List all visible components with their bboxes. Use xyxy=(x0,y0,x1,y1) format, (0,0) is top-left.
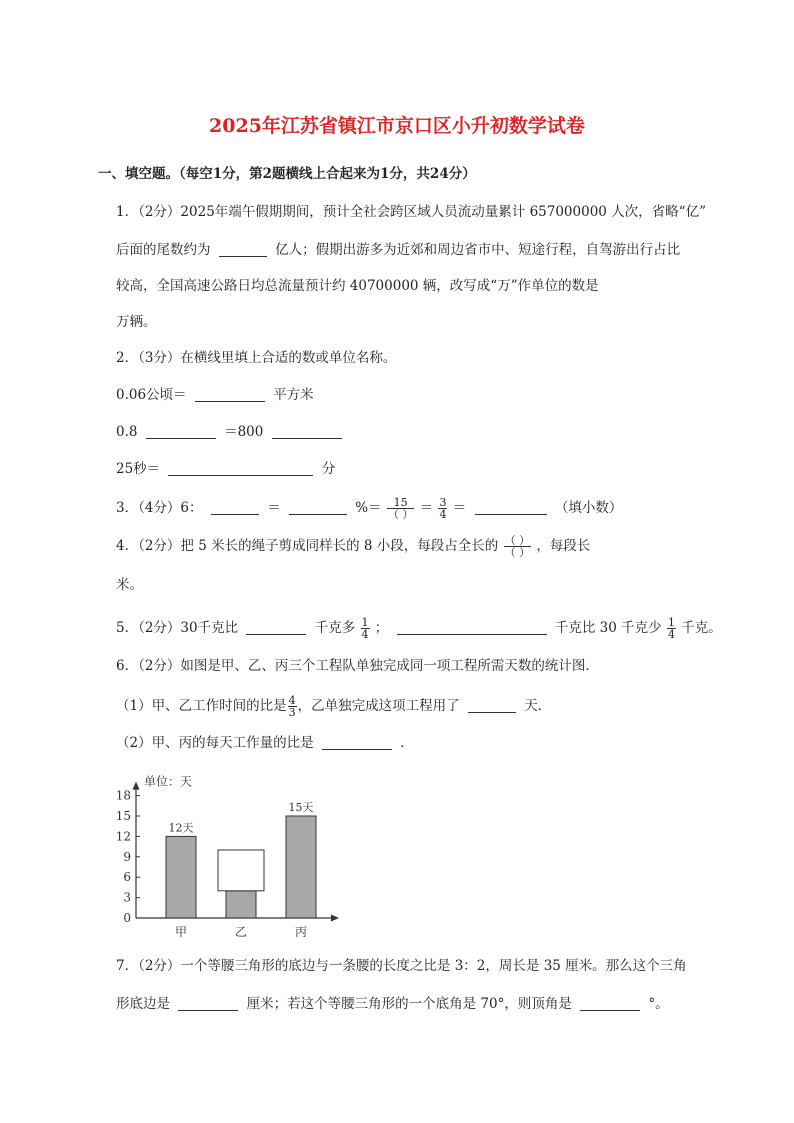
q5-answer-blank-1[interactable] xyxy=(246,620,306,635)
q1-line-4: 万辆。 xyxy=(116,314,157,330)
q5-fraction: $\frac{1}{4}$ xyxy=(361,616,369,641)
q2-unit: 分 xyxy=(321,461,336,477)
q6-fraction: $\frac{4}{3}$ xyxy=(288,694,296,719)
q7-text: °。 xyxy=(648,996,669,1012)
q4-line-1 xyxy=(116,533,590,559)
q7-line-2 xyxy=(116,994,669,1014)
y-tick-label: 0 xyxy=(123,911,131,925)
q5-answer-blank-2[interactable] xyxy=(397,620,547,635)
q2-row-2 xyxy=(116,422,346,442)
q2-answer-blank-2[interactable] xyxy=(146,424,216,439)
q5-text: ； xyxy=(374,620,389,636)
q3-line xyxy=(116,495,622,521)
q6-sub-2 xyxy=(116,733,414,753)
q6-answer-blank-2[interactable] xyxy=(322,735,392,750)
y-tick-label: 15 xyxy=(115,809,131,823)
q5-text: 千克多 xyxy=(314,620,356,636)
q1-line-2 xyxy=(116,240,680,260)
q6-text: （2）甲、丙的每天工作量的比是 xyxy=(116,735,314,751)
chart-title: 单位：天 xyxy=(144,774,193,789)
q1-text: 后面的尾数约为 xyxy=(116,242,211,258)
q2-row-1 xyxy=(116,385,314,405)
q1-text: 亿人；假期出游多为近郊和周边省市中、短途行程，自驾游出行占比 xyxy=(275,242,681,258)
q2-answer-blank-3[interactable] xyxy=(272,424,342,439)
q6-text: ，乙单独完成这项工程用了 xyxy=(297,698,460,714)
q2-stem: 2．（3分）在横线里填上合适的数或单位名称。 xyxy=(116,350,397,366)
q5-text: 千克。 xyxy=(681,620,722,636)
q4-line-2: 米。 xyxy=(116,577,143,593)
q2-text: ＝800 xyxy=(224,424,264,440)
y-tick-label: 9 xyxy=(123,849,131,864)
q2-text: 0.8 xyxy=(116,424,138,440)
bar-甲 xyxy=(166,836,196,918)
q3-note: （填小数） xyxy=(554,500,623,516)
x-axis-arrow xyxy=(331,915,339,922)
q3-text: 3．（4分）6： xyxy=(116,500,203,516)
q6-answer-blank-1[interactable] xyxy=(468,698,516,713)
x-tick-label: 乙 xyxy=(234,925,248,939)
q2-answer-blank-4[interactable] xyxy=(168,461,313,476)
bar-chart xyxy=(108,763,348,948)
q3-fraction-1: $\frac{15}{( )}$ xyxy=(387,496,414,521)
q3-answer-blank-1[interactable] xyxy=(211,500,259,515)
q5-text: 5．（2分）30千克比 xyxy=(116,620,239,636)
q1-line-1: 1．（2分）2025年端午假期期间，预计全社会跨区域人员流动量累计 657000000 人次，省略“亿” xyxy=(116,204,706,220)
q1-answer-blank-1[interactable] xyxy=(219,242,267,257)
q4-text: ，每段长 xyxy=(536,538,591,554)
q3-text: ＝ xyxy=(419,500,434,516)
x-tick-label: 丙 xyxy=(294,925,308,939)
q2-text: 25秒＝ xyxy=(116,461,161,477)
q3-text: ＝ xyxy=(267,500,281,516)
y-tick-label: 12 xyxy=(115,829,131,844)
q5-fraction: $\frac{1}{4}$ xyxy=(667,616,675,641)
q7-answer-blank-1[interactable] xyxy=(178,996,238,1011)
q3-answer-blank-2[interactable] xyxy=(289,500,347,515)
hidden-value-box xyxy=(218,850,264,891)
q7-text: 形底边是 xyxy=(116,996,170,1012)
q5-text: 千克比 30 千克少 xyxy=(554,620,662,636)
y-axis-arrow xyxy=(133,782,140,790)
q4-text: 4．（2分）把 5 米长的绳子剪成同样长的 8 小段，每段占全长的 xyxy=(116,538,499,554)
q5-line xyxy=(116,615,722,641)
q3-fraction-2: $\frac{3}{4}$ xyxy=(439,496,447,521)
q2-answer-blank-1[interactable] xyxy=(195,387,265,402)
data-label: 12天 xyxy=(168,821,194,835)
page-title: 2025年江苏省镇江市京口区小升初数学试卷 xyxy=(209,115,585,137)
y-tick-label: 6 xyxy=(123,870,131,885)
q3-text: ＝ xyxy=(452,500,467,516)
bar-乙 xyxy=(226,891,256,918)
q7-line-1: 7．（2分）一个等腰三角形的底边与一条腰的长度之比是 3：2，周长是 35 厘米。那么这个三角 xyxy=(116,958,687,974)
q2-row-3 xyxy=(116,459,335,479)
bar-丙 xyxy=(286,816,316,918)
q3-answer-blank-3[interactable] xyxy=(475,500,547,515)
section-heading: 一、填空题。（每空1分，第2题横线上合起来为1分，共24分） xyxy=(98,166,476,182)
data-label: 15天 xyxy=(288,801,314,814)
x-tick-label: 甲 xyxy=(174,925,188,939)
q3-text: %＝ xyxy=(355,500,382,516)
q2-text: 0.06公顷＝ xyxy=(116,387,187,403)
y-tick-label: 3 xyxy=(123,890,131,905)
q2-unit: 平方米 xyxy=(273,387,314,403)
q6-stem: 6．（2分）如图是甲、乙、丙三个工程队单独完成同一项工程所需天数的统计图． xyxy=(116,658,599,674)
q6-sub-1 xyxy=(116,693,551,719)
q6-text: 天． xyxy=(524,698,552,714)
q7-answer-blank-2[interactable] xyxy=(580,996,640,1011)
q6-text: （1）甲、乙工作时间的比是 xyxy=(116,698,287,714)
q7-text: 厘米；若这个等腰三角形的一个底角是 70°，则顶角是 xyxy=(246,996,572,1012)
q1-line-3: 较高，全国高速公路日均总流量预计约 40700000 辆，改写成“万”作单位的数是 xyxy=(116,278,599,294)
q6-text: ． xyxy=(400,735,414,751)
q4-fraction-blank[interactable]: $\frac{( )}{( )}$ xyxy=(504,534,531,559)
y-tick-label: 18 xyxy=(115,788,131,803)
